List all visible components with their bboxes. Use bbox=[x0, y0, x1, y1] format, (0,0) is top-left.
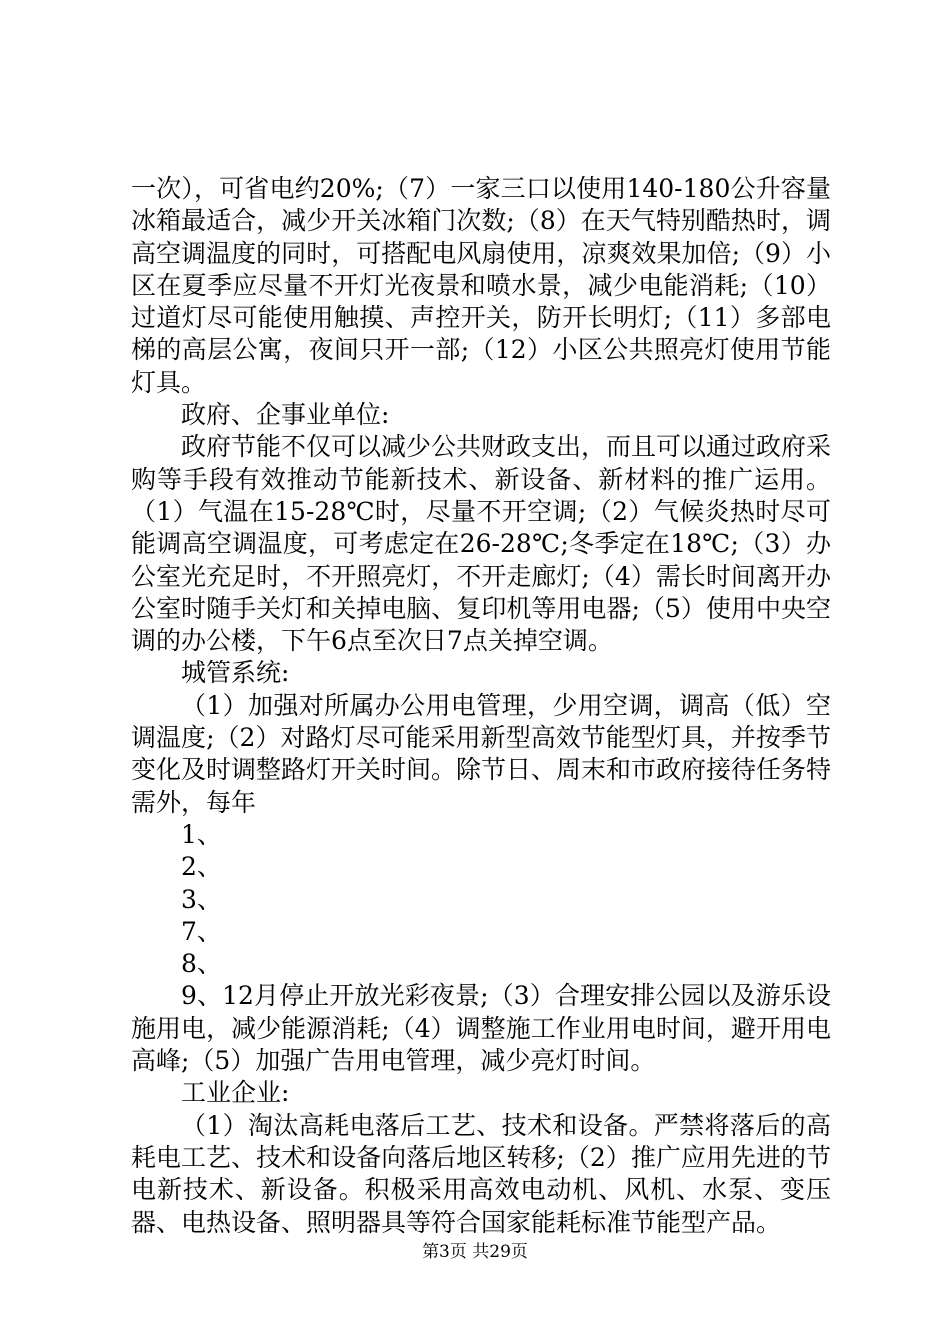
heading-urban-management: 城管系统: bbox=[181, 658, 290, 688]
list-item-1: 1、 bbox=[181, 819, 222, 849]
page-footer: 第3页 共29页 bbox=[422, 1242, 528, 1262]
heading-industry: 工业企业: bbox=[181, 1078, 290, 1108]
paragraph-urban-management: （1）加强对所属办公用电管理，少用空调，调高（低）空调温度;（2）对路灯尽可能采用新型高效节能型灯具，并按季节变化及时调整路灯开关时间。除节日、周末和市政府接待任务特需外，每年 bbox=[131, 690, 832, 817]
list-item-3: 3、 bbox=[181, 884, 222, 914]
paragraph-industry: （1）淘汰高耗电落后工艺、技术和设备。严禁将落后的高耗电工艺、技术和设备向落后地区转移;（2）推广应用先进的节电新技术、新设备。积极采用高效电动机、风机、水泵、变压器、电热设备、照明器具等符合国家能耗标准节能型产品。 bbox=[131, 1110, 831, 1237]
list-item-7: 7、 bbox=[181, 916, 222, 946]
document-body bbox=[131, 173, 831, 1239]
paragraph-lighting-schedule: 9、12月停止开放光彩夜景;（3）合理安排公园以及游乐设施用电，减少能源消耗;（4）调整施工作业用电时间，避开用电高峰;（5）加强广告用电管理，减少亮灯时间。 bbox=[131, 981, 831, 1076]
paragraph-household-tips: 一次），可省电约20%;（7）一家三口以使用140-180公升容量冰箱最适合，减少开关冰箱门次数;（8）在天气特别酷热时，调高空调温度的同时，可搭配电风扇使用，凉爽效果加倍;（9）小区在夏季应尽量不开灯光夜景和喷水景，减少电能消耗;（10）过道灯尽可能使用触摸、声控开关，防开长明灯;（11）多部电梯的高层公寓，夜间只开一部;（12）小区公共照亮灯使用节能灯具。 bbox=[131, 174, 831, 397]
list-item-8: 8、 bbox=[181, 949, 222, 979]
list-item-2: 2、 bbox=[181, 852, 222, 882]
heading-government: 政府、企事业单位: bbox=[181, 400, 390, 430]
paragraph-government: 政府节能不仅可以减少公共财政支出，而且可以通过政府采购等手段有效推动节能新技术、新设备、新材料的推广运用。（1）气温在15-28℃时，尽量不开空调;（2）气候炎热时尽可能调高空调温度，可考虑定在26-28℃;冬季定在18℃;（3）办公室光充足时，不开照亮灯，不开走廊灯;（4）需长时间离开办公室时随手关灯和关掉电脑、复印机等用电器;（5）使用中央空调的办公楼，下午6点至次日7点关掉空调。 bbox=[131, 432, 832, 656]
